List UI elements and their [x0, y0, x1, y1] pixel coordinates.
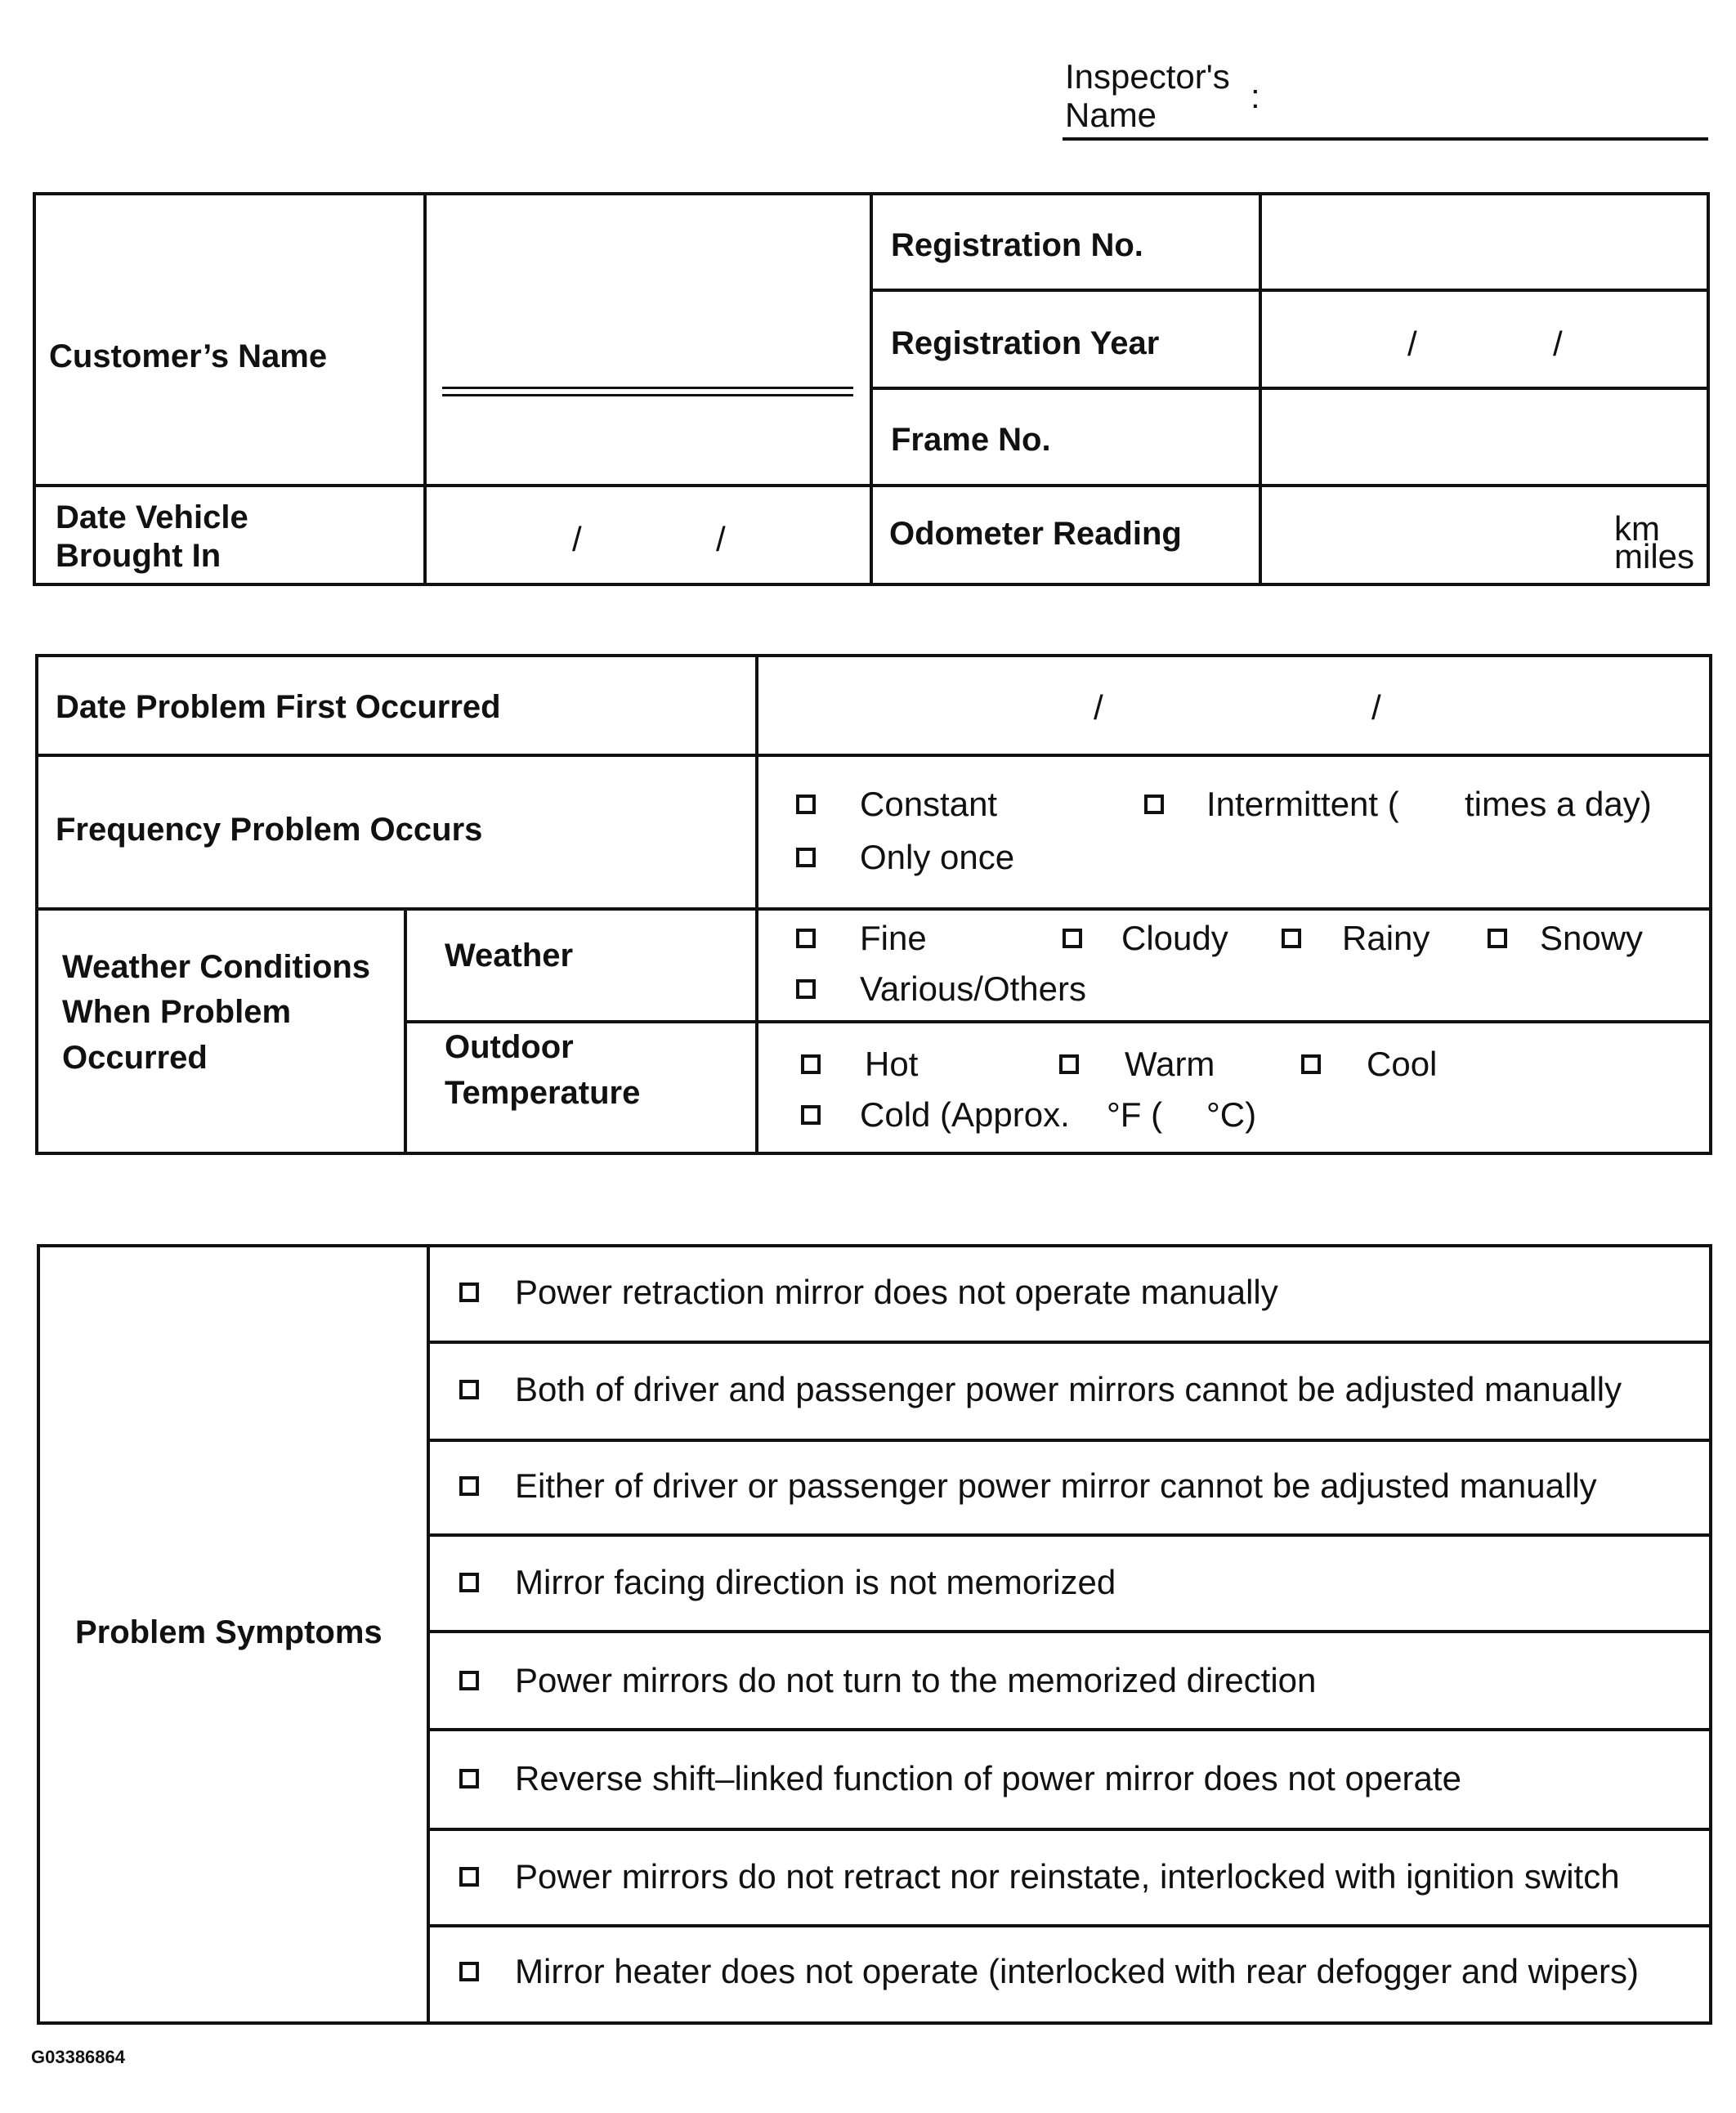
- frequency-only-once-checkbox[interactable]: [796, 848, 816, 867]
- customer-name-underline-1: [442, 387, 853, 389]
- customer-name-label: Customer’s Name: [49, 338, 328, 374]
- outdoor-temperature-label-line2: Temperature: [445, 1075, 641, 1111]
- symptom-checkbox-1[interactable]: [459, 1283, 479, 1302]
- customer-name-field[interactable]: [445, 343, 851, 384]
- conditions-weather-subdivider: [404, 907, 407, 1155]
- temperature-fahrenheit-unit: °F (: [1107, 1095, 1163, 1134]
- weather-fine-checkbox[interactable]: [796, 929, 816, 948]
- symptoms-row-divider-1: [427, 1341, 1712, 1344]
- conditions-row-divider-frequency: [35, 907, 1712, 911]
- registration-year-field[interactable]: [1272, 296, 1701, 381]
- symptom-checkbox-6[interactable]: [459, 1769, 479, 1788]
- symptom-label-4: Mirror facing direction is not memorized: [515, 1563, 1116, 1601]
- frequency-constant-checkbox[interactable]: [796, 795, 816, 814]
- temperature-cool-label: Cool: [1367, 1045, 1438, 1083]
- symptom-label-7: Power mirrors do not retract nor reinstate, interlocked with ignition switch: [515, 1857, 1620, 1896]
- vehicle-row-divider-year: [870, 387, 1710, 390]
- registration-year-label: Registration Year: [891, 325, 1160, 361]
- frequency-times-a-day-field[interactable]: [1399, 786, 1453, 824]
- weather-various-checkbox[interactable]: [796, 979, 816, 999]
- symptoms-row-divider-5: [427, 1728, 1712, 1731]
- date-first-occurred-field[interactable]: [768, 664, 1700, 745]
- temperature-cold-checkbox[interactable]: [801, 1105, 821, 1125]
- customer-name-underline-2: [442, 394, 853, 396]
- figure-id: G03386864: [31, 2047, 125, 2067]
- symptoms-row-divider-7: [427, 1924, 1712, 1927]
- inspector-name-underline: [1063, 137, 1708, 141]
- weather-label: Weather: [445, 938, 574, 974]
- date-brought-in-separator-2: /: [716, 520, 726, 558]
- conditions-row-divider-weather: [404, 1020, 1712, 1023]
- frequency-intermittent-suffix: times a day): [1465, 785, 1652, 823]
- registration-year-separator-2: /: [1553, 325, 1563, 363]
- temperature-warm-label: Warm: [1125, 1045, 1215, 1083]
- registration-year-separator-1: /: [1407, 325, 1417, 363]
- odometer-label: Odometer Reading: [889, 516, 1182, 552]
- date-brought-in-label-line1: Date Vehicle: [56, 499, 248, 535]
- inspector-name-label-line1: Inspector's: [1065, 57, 1230, 96]
- temperature-warm-checkbox[interactable]: [1059, 1054, 1079, 1074]
- symptom-checkbox-4[interactable]: [459, 1573, 479, 1592]
- temperature-celsius-unit: °C): [1206, 1095, 1257, 1134]
- temperature-fahrenheit-field[interactable]: [1071, 1097, 1103, 1135]
- weather-snowy-label: Snowy: [1540, 919, 1644, 957]
- temperature-hot-label: Hot: [865, 1045, 919, 1083]
- vehicle-row-divider-main: [33, 484, 1710, 487]
- symptom-checkbox-3[interactable]: [459, 1476, 479, 1496]
- date-first-occurred-label: Date Problem First Occurred: [56, 689, 501, 725]
- weather-rainy-label: Rainy: [1342, 919, 1430, 957]
- inspector-name-label-line2: Name: [1065, 96, 1157, 134]
- weather-conditions-label-line1: Weather Conditions: [62, 949, 371, 985]
- weather-fine-label: Fine: [860, 919, 927, 957]
- odometer-unit-miles: miles: [1614, 537, 1695, 575]
- weather-rainy-checkbox[interactable]: [1282, 929, 1301, 948]
- date-brought-in-separator-1: /: [572, 520, 582, 558]
- symptom-checkbox-2[interactable]: [459, 1380, 479, 1399]
- symptom-label-3: Either of driver or passenger power mirror cannot be adjusted manually: [515, 1466, 1597, 1505]
- weather-snowy-checkbox[interactable]: [1488, 929, 1507, 948]
- frame-no-label: Frame No.: [891, 422, 1051, 458]
- symptom-label-8: Mirror heater does not operate (interlocked with rear defogger and wipers): [515, 1952, 1640, 1990]
- symptoms-row-divider-3: [427, 1533, 1712, 1537]
- outdoor-temperature-label-line1: Outdoor: [445, 1029, 574, 1065]
- temperature-cold-label: Cold (Approx.: [860, 1095, 1070, 1134]
- frequency-constant-label: Constant: [860, 785, 998, 823]
- symptoms-row-divider-6: [427, 1828, 1712, 1831]
- inspector-name-field[interactable]: [1275, 90, 1700, 131]
- registration-no-label: Registration No.: [891, 227, 1143, 263]
- frequency-intermittent-label: Intermittent (: [1206, 785, 1399, 823]
- symptom-checkbox-8[interactable]: [459, 1962, 479, 1981]
- symptoms-col-divider: [427, 1244, 430, 2025]
- odometer-field[interactable]: [1272, 492, 1599, 579]
- frequency-label: Frequency Problem Occurs: [56, 812, 483, 848]
- symptoms-row-divider-2: [427, 1439, 1712, 1442]
- frequency-intermittent-checkbox[interactable]: [1144, 795, 1164, 814]
- symptom-label-5: Power mirrors do not turn to the memorized direction: [515, 1661, 1317, 1699]
- weather-conditions-label-line2: When Problem: [62, 994, 292, 1030]
- temperature-hot-checkbox[interactable]: [801, 1054, 821, 1074]
- weather-conditions-label-line3: Occurred: [62, 1040, 208, 1076]
- symptoms-row-divider-4: [427, 1630, 1712, 1633]
- conditions-col-divider: [755, 654, 758, 1155]
- symptom-label-2: Both of driver and passenger power mirrors cannot be adjusted manually: [515, 1370, 1622, 1408]
- symptom-label-1: Power retraction mirror does not operate manually: [515, 1273, 1278, 1311]
- frequency-only-once-label: Only once: [860, 838, 1015, 876]
- symptom-checkbox-7[interactable]: [459, 1867, 479, 1887]
- weather-cloudy-label: Cloudy: [1121, 919, 1228, 957]
- symptom-label-6: Reverse shift–linked function of power mirror does not operate: [515, 1759, 1461, 1797]
- frame-no-field[interactable]: [1272, 394, 1701, 479]
- temperature-cool-checkbox[interactable]: [1301, 1054, 1321, 1074]
- weather-various-label: Various/Others: [860, 969, 1086, 1008]
- inspector-name-colon: :: [1251, 77, 1260, 115]
- vehicle-col-divider-1: [423, 192, 427, 586]
- symptom-checkbox-5[interactable]: [459, 1671, 479, 1690]
- odometer-unit-km: km: [1614, 509, 1660, 548]
- date-first-occurred-separator-1: /: [1094, 688, 1103, 727]
- problem-symptoms-label: Problem Symptoms: [75, 1614, 383, 1650]
- vehicle-row-divider-reg: [870, 289, 1710, 292]
- weather-cloudy-checkbox[interactable]: [1063, 929, 1082, 948]
- conditions-row-divider-date: [35, 754, 1712, 757]
- date-brought-in-field[interactable]: [433, 492, 862, 579]
- date-first-occurred-separator-2: /: [1371, 688, 1381, 727]
- temperature-celsius-field[interactable]: [1169, 1097, 1205, 1135]
- registration-no-field[interactable]: [1272, 200, 1701, 282]
- date-brought-in-label-line2: Brought In: [56, 538, 221, 574]
